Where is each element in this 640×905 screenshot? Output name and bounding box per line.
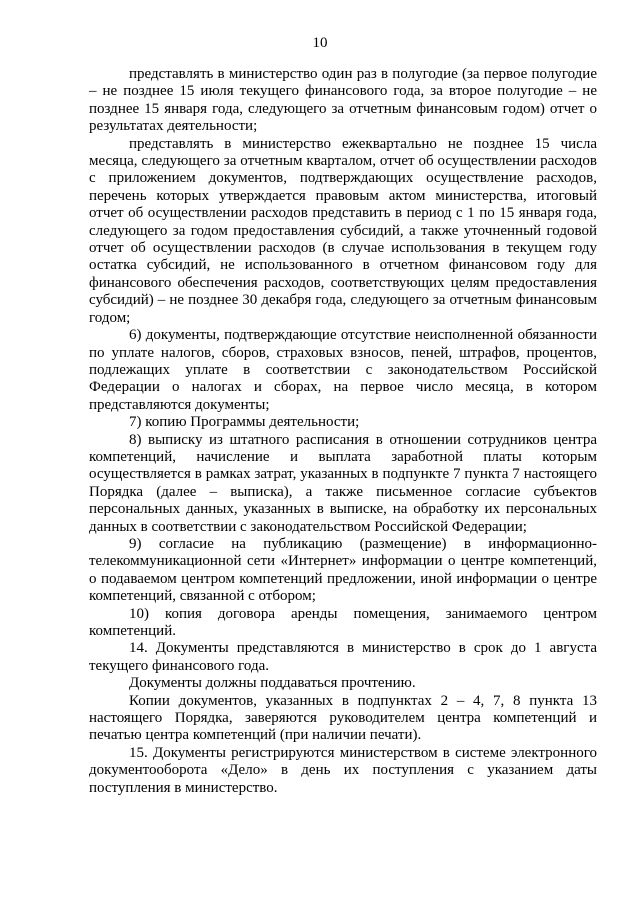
paragraph: 6) документы, подтверждающие отсутствие неисполненной обязанности по уплате налогов, сборов, страховых взносов, пеней, штрафов, процентов, подлежащих уплате в соответствии с законодательством Российской Федерации о налогах и сборах, на первое число месяца, в котором представляются документы; [89, 327, 597, 413]
paragraph: Документы должны поддаваться прочтению. [129, 675, 416, 692]
page-number: 10 [312, 35, 328, 51]
paragraph: представлять в министерство один раз в полугодие (за первое полугодие – не позднее 15 июля текущего финансового года, за второе полугодие – не позднее 15 января года, следующего за отчетным финансовым годом) отчет о результатах деятельности; [89, 66, 597, 135]
paragraph: Копии документов, указанных в подпунктах 2 – 4, 7, 8 пункта 13 настоящего Порядка, заверяются руководителем центра компетенций и печатью центра компетенций (при наличии печати). [89, 692, 597, 744]
paragraph: 8) выписку из штатного расписания в отношении сотрудников центра компетенций, начисление и выплата заработной платы которым осуществляется в рамках затрат, указанных в подпункте 7 пункта 7 настоящего Порядка (далее – выписка), а также письменное согласие субъектов персональных данных, указанных в выписке, на обработку их персональных данных в соответствии с законодательством Российской Федерации; [89, 431, 597, 535]
paragraph: 10) копия договора аренды помещения, занимаемого центром компетенций. [89, 605, 597, 639]
paragraph: 14. Документы представляются в министерство в срок до 1 августа текущего финансового года. [89, 640, 597, 674]
paragraph: 7) копию Программы деятельности; [129, 414, 360, 431]
document-body [89, 66, 597, 797]
paragraph: представлять в министерство ежеквартально не позднее 15 числа месяца, следующего за отчетным кварталом, отчет об осуществлении расходов с приложением документов, подтверждающих осуществление расходов, перечень которых утверждается правовым актом министерства, итоговый отчет об осуществлении расходов представить в период с 1 по 15 января года, следующего за годом предоставления субсидий, а также уточненный годовой отчет об осуществлении расходов (в случае использования в текущем году остатка субсидий, не использованного в отчетном финансовом году для финансового обеспечения расходов, соответствующих целям предоставления субсидий) – не позднее 30 декабря года, следующего за отчетным финансовым годом; [89, 135, 597, 326]
paragraph: 9) согласие на публикацию (размещение) в информационно-телекоммуникационной сети «Интернет» информации о центре компетенций, о подаваемом центром компетенций предложении, иной информации о центре компетенций, связанной с отбором; [89, 535, 597, 605]
paragraph: 15. Документы регистрируются министерством в системе электронного документооборота «Дело» в день их поступления с указанием даты поступления в министерство. [89, 744, 597, 796]
